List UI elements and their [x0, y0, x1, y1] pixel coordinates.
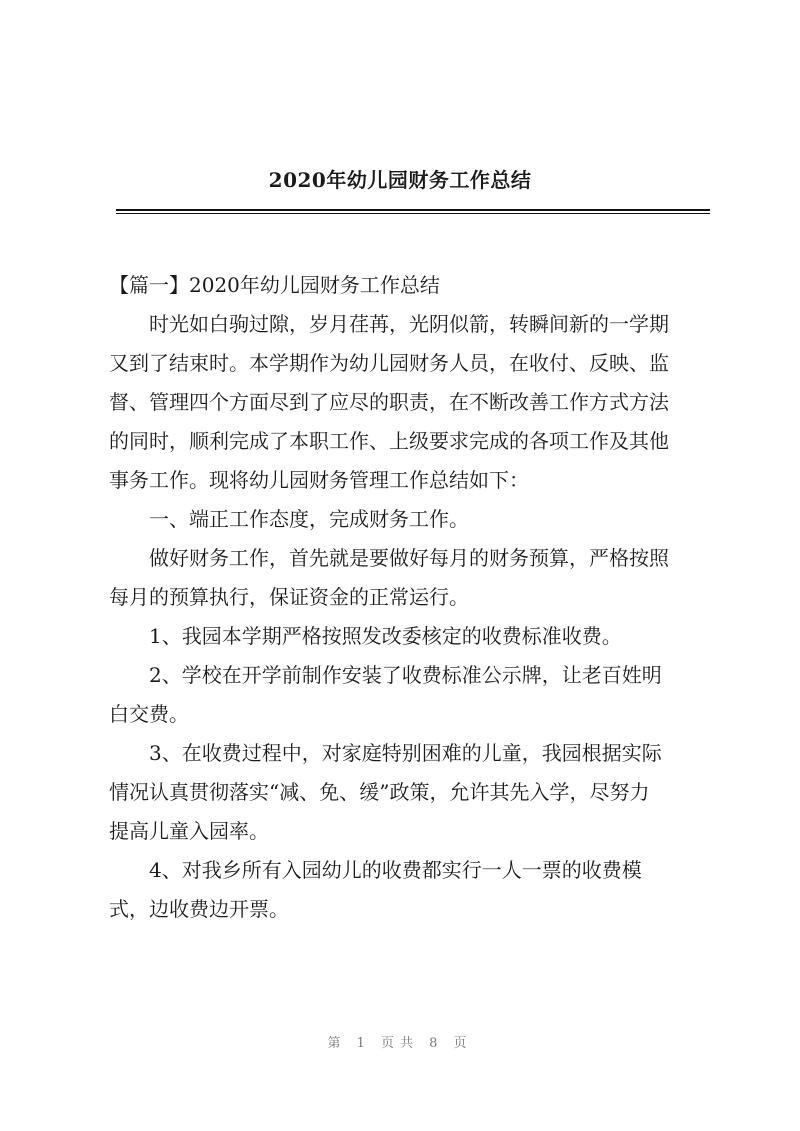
body-line: 【篇一】2020年幼儿园财务工作总结 [109, 273, 440, 297]
body-line: 式，边收费边开票。 [109, 897, 289, 921]
body-line: 白交费。 [109, 702, 189, 726]
title-divider [116, 209, 710, 214]
body-line: 1、我园本学期严格按照发改委核定的收费标准收费。 [149, 624, 622, 648]
body-line: 4、对我乡所有入园幼儿的收费都实行一人一票的收费模 [149, 858, 642, 882]
body-line: 事务工作。现将幼儿园财务管理工作总结如下： [109, 468, 529, 492]
document-body [109, 266, 713, 929]
body-line: 的同时，顺利完成了本职工作、上级要求完成的各项工作及其他 [109, 429, 669, 453]
body-line: 一、端正工作态度，完成财务工作。 [149, 507, 469, 531]
body-line: 提高儿童入园率。 [109, 819, 269, 843]
body-line: 督、管理四个方面尽到了应尽的职责，在不断改善工作方式方法 [109, 390, 669, 414]
body-line: 2、学校在开学前制作安装了收费标准公示牌，让老百姓明 [149, 663, 662, 687]
body-line: 每月的预算执行，保证资金的正常运行。 [109, 585, 469, 609]
body-line: 时光如白驹过隙，岁月荏苒，光阴似箭，转瞬间新的一学期 [149, 312, 669, 336]
document-title: 2020年幼儿园财务工作总结 [268, 168, 532, 192]
page-footer: 第 1 页共 8 页 [327, 1036, 473, 1051]
body-line: 情况认真贯彻落实“减、免、缓”政策，允许其先入学，尽努力 [109, 780, 650, 804]
body-line: 又到了结束时。本学期作为幼儿园财务人员，在收付、反映、监 [109, 351, 669, 375]
body-line: 做好财务工作，首先就是要做好每月的财务预算，严格按照 [149, 546, 669, 570]
body-line: 3、在收费过程中，对家庭特别困难的儿童，我园根据实际 [149, 741, 662, 765]
